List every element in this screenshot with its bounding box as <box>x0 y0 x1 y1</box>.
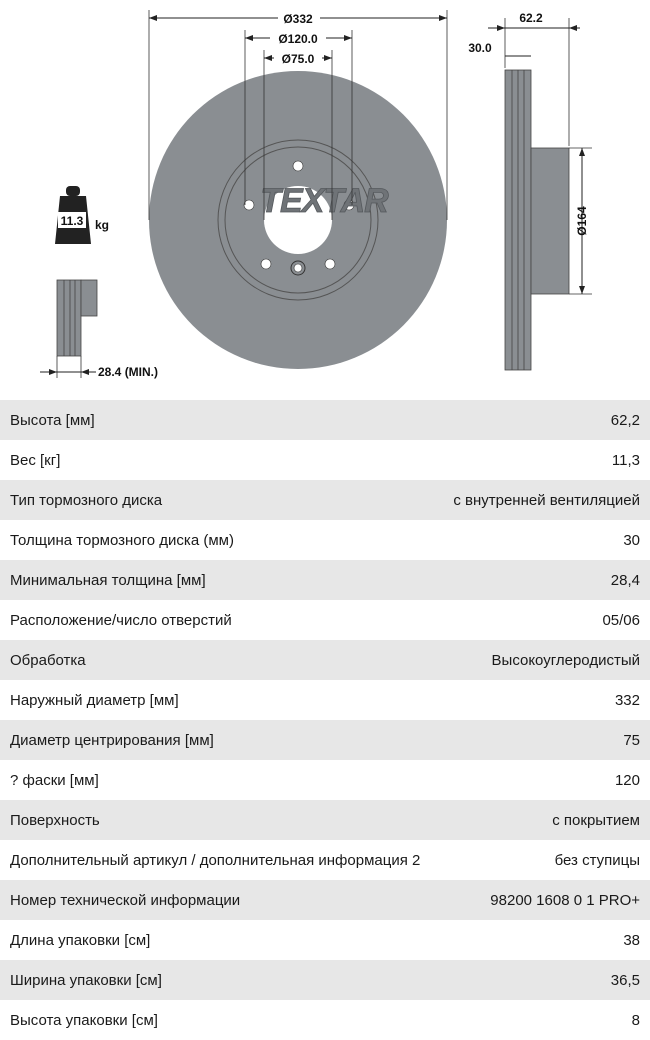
min-thickness-label: 28.4 (MIN.) <box>98 365 159 379</box>
spec-row <box>0 880 650 920</box>
spec-value: с покрытием <box>552 811 640 829</box>
height-label: 62.2 <box>519 11 543 25</box>
spec-row <box>0 480 650 520</box>
spec-value: 38 <box>623 931 640 949</box>
spec-table <box>0 400 650 1040</box>
spec-label: Вес [кг] <box>10 451 61 469</box>
spec-value: 11,3 <box>611 451 640 469</box>
brake-disc-drawing <box>0 0 650 400</box>
brand-logo: TEXTAR <box>260 182 388 220</box>
spec-value: 28,4 <box>610 571 640 589</box>
spec-label: Дополнительный артикул / дополнительная информация 2 <box>10 851 421 869</box>
spec-row <box>0 800 650 840</box>
spec-row <box>0 1000 650 1040</box>
spec-row <box>0 840 650 880</box>
side-view <box>505 70 569 370</box>
spec-label: ? фаски [мм] <box>10 771 99 789</box>
spec-row <box>0 520 650 560</box>
min-thickness-section <box>40 280 97 378</box>
spec-label: Диаметр центрирования [мм] <box>10 731 214 749</box>
spec-row <box>0 440 650 480</box>
spec-value: без ступицы <box>554 851 640 869</box>
spec-label: Поверхность <box>10 811 100 829</box>
spec-label: Ширина упаковки [см] <box>10 971 162 989</box>
spec-value: 332 <box>614 691 640 709</box>
spec-label: Наружный диаметр [мм] <box>10 691 179 709</box>
weight-value: 11.3 <box>60 214 84 228</box>
spec-value: 62,2 <box>610 411 640 429</box>
spec-value: 75 <box>623 731 640 749</box>
spec-label: Высота [мм] <box>10 411 95 429</box>
spec-label: Обработка <box>10 651 86 669</box>
spec-value: с внутренней вентиляцией <box>453 491 640 509</box>
spec-row <box>0 680 650 720</box>
spec-row <box>0 560 650 600</box>
spec-row <box>0 400 650 440</box>
spec-value: 120 <box>614 771 640 789</box>
spec-row <box>0 720 650 760</box>
spec-value: 8 <box>631 1011 640 1029</box>
spec-row <box>0 600 650 640</box>
spec-label: Расположение/число отверстий <box>10 611 232 629</box>
spec-row <box>0 640 650 680</box>
spec-label: Длина упаковки [см] <box>10 931 151 949</box>
spec-label: Номер технической информации <box>10 891 241 909</box>
spec-label: Высота упаковки [см] <box>10 1011 158 1029</box>
spec-value: 98200 1608 0 1 PRO+ <box>490 891 640 909</box>
thickness-label: 30.0 <box>468 41 492 55</box>
spec-value: Высокоуглеродистый <box>491 651 640 669</box>
spec-row <box>0 920 650 960</box>
spec-value: 36,5 <box>610 971 640 989</box>
spec-label: Минимальная толщина [мм] <box>10 571 206 589</box>
spec-row <box>0 960 650 1000</box>
spec-label: Тип тормозного диска <box>10 491 163 509</box>
spec-value: 05/06 <box>602 611 640 629</box>
outer-diameter-label: Ø332 <box>283 12 313 26</box>
weight-unit: kg <box>95 218 110 232</box>
spec-row <box>0 760 650 800</box>
hat-diameter-label: Ø164 <box>575 206 589 236</box>
spec-label: Толщина тормозного диска (мм) <box>10 531 234 549</box>
hole-circle-label: Ø120.0 <box>278 32 318 46</box>
spec-value: 30 <box>623 531 640 549</box>
center-diameter-label: Ø75.0 <box>281 52 315 66</box>
